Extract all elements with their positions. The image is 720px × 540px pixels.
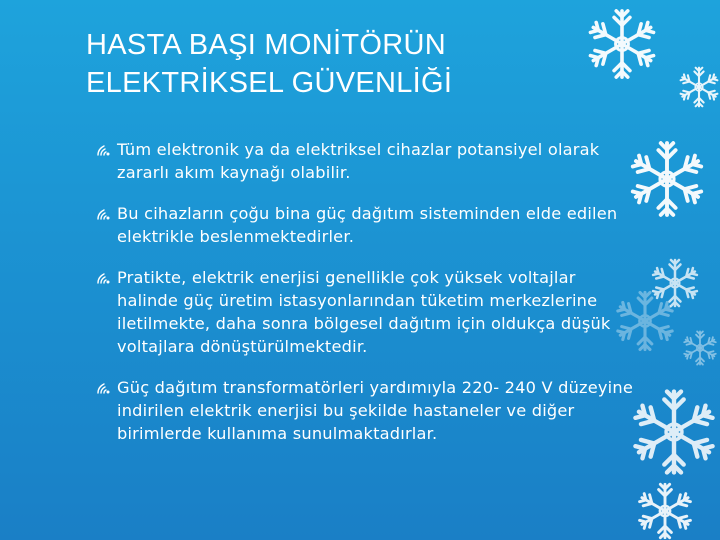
wifi-signal-icon (96, 207, 112, 220)
snowflake-icon (636, 482, 694, 540)
wifi-signal-icon (96, 143, 112, 156)
bullet-text: Bu cihazların çoğu bina güç dağıtım sisteminden elde edilen elektrikle beslenmektedirler. (117, 204, 618, 246)
bullet-list (96, 138, 636, 463)
bullet-text: Güç dağıtım transformatörleri yardımıyla 220- 240 V düzeyine indirilen elektrik enerjisi bu şekilde hastaneler ve diğer birimlerde kullanıma sunulmaktadırlar. (117, 378, 633, 443)
bullet-item (96, 266, 636, 358)
bullet-item (96, 376, 636, 445)
slide-title (86, 26, 606, 102)
snowflake-icon (682, 330, 718, 366)
bullet-text: Tüm elektronik ya da elektriksel cihazlar potansiyel olarak zararlı akım kaynağı olabilir. (117, 140, 600, 182)
title-line-1: HASTA BAŞI MONİTÖRÜN (86, 29, 446, 61)
snowflake-icon (586, 8, 658, 80)
snowflake-icon (614, 290, 676, 352)
snowflake-icon (678, 66, 720, 108)
wifi-signal-icon (96, 381, 112, 394)
snowflake-icon (630, 388, 718, 476)
snowflake-icon (628, 140, 706, 218)
bullet-text: Pratikte, elektrik enerjisi genellikle çok yüksek voltajlar halinde güç üretim istasyonlarından tüketim merkezlerine iletilmekte, daha sonra bölgesel dağıtım için oldukça düşük voltajlara dönüştürülmektedir. (117, 268, 611, 356)
wifi-signal-icon (96, 271, 112, 284)
title-line-2: ELEKTRİKSEL GÜVENLİĞİ (86, 67, 453, 99)
bullet-item (96, 202, 636, 248)
bullet-item (96, 138, 636, 184)
